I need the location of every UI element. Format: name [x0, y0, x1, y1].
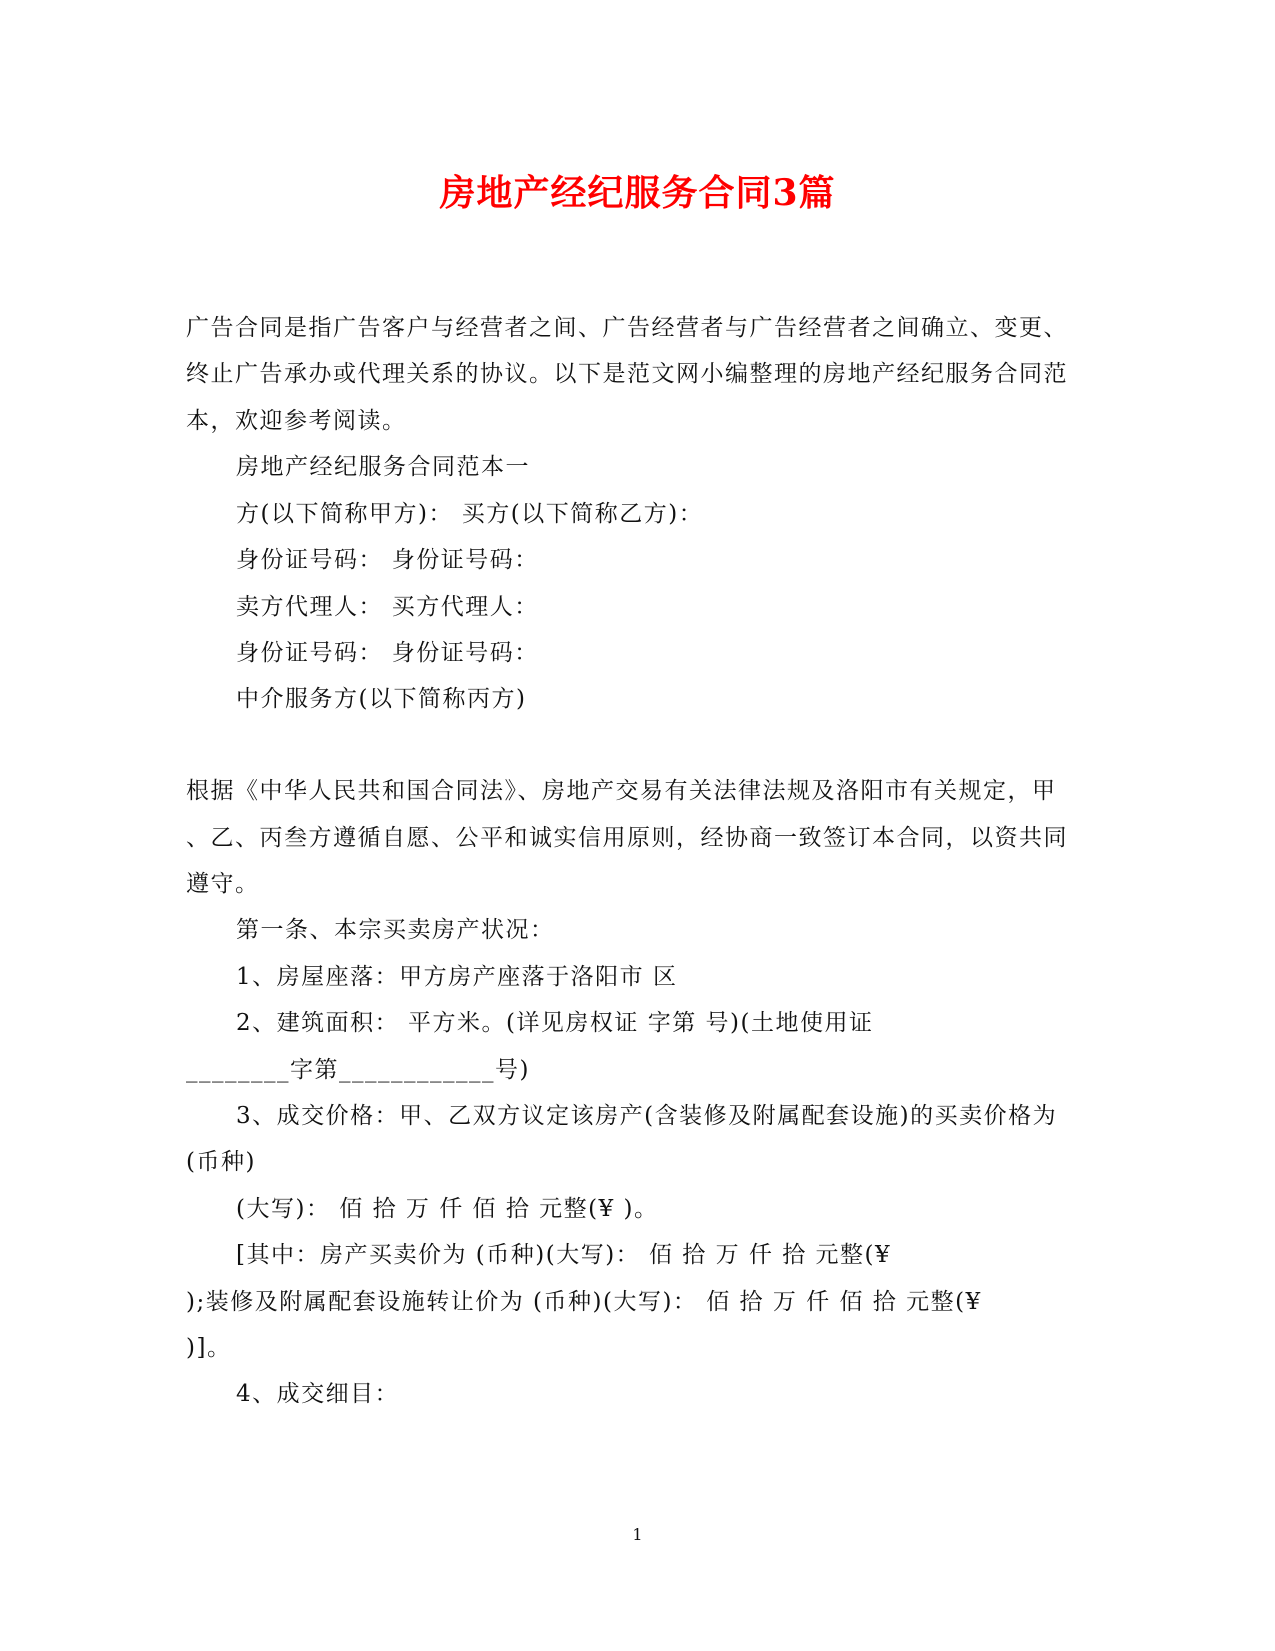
paragraph-line: 中介服务方(以下简称丙方) [236, 686, 527, 712]
section-heading: 第一条、本宗买卖房产状况： [236, 917, 555, 943]
paragraph-line: 4、成交细目： [236, 1381, 400, 1407]
paragraph-line: );装修及附属配套设施转让价为 (币种)(大写)： 佰 拾 万 仟 佰 拾 元整(¥ [186, 1289, 982, 1315]
section-heading: 房地产经纪服务合同范本一 [236, 454, 530, 480]
paragraph-line: ________字第____________号) [186, 1057, 530, 1083]
paragraph-line: [其中：房产买卖价为 (币种)(大写)： 佰 拾 万 仟 拾 元整(¥ [236, 1242, 892, 1268]
paragraph-line: 广告合同是指广告客户与经营者之间、广告经营者与广告经营者之间确立、变更、 [186, 315, 1068, 341]
paragraph-line: 1、房屋座落：甲方房产座落于洛阳市 区 [236, 964, 678, 990]
paragraph-line: (币种) [186, 1149, 256, 1175]
paragraph-line: )]。 [186, 1335, 232, 1361]
paragraph-line: 3、成交价格：甲、乙双方议定该房产(含装修及附属配套设施)的买卖价格为 [236, 1103, 1058, 1129]
paragraph-line: 2、建筑面积： 平方米。(详见房权证 字第 号)(土地使用证 [236, 1010, 874, 1036]
document-title: 房地产经纪服务合同3篇 [439, 172, 836, 214]
paragraph-line: 终止广告承办或代理关系的协议。以下是范文网小编整理的房地产经纪服务合同范 [186, 361, 1068, 387]
paragraph-line: 方(以下简称甲方)： 买方(以下简称乙方)： [236, 501, 704, 527]
paragraph-line: 根据《中华人民共和国合同法》、房地产交易有关法律法规及洛阳市有关规定，甲 [186, 778, 1057, 804]
paragraph-line: 、乙、丙叁方遵循自愿、公平和诚实信用原则，经协商一致签订本合同，以资共同 [186, 825, 1068, 851]
page-number: 1 [632, 1525, 643, 1544]
paragraph-line: (大写)： 佰 拾 万 仟 佰 拾 元整(¥ )。 [236, 1196, 659, 1222]
paragraph-line: 本，欢迎参考阅读。 [186, 408, 407, 434]
paragraph-line: 遵守。 [186, 871, 260, 897]
paragraph-line: 身份证号码： 身份证号码： [236, 547, 539, 573]
paragraph-line: 身份证号码： 身份证号码： [236, 640, 539, 666]
paragraph-line: 卖方代理人： 买方代理人： [236, 594, 539, 620]
